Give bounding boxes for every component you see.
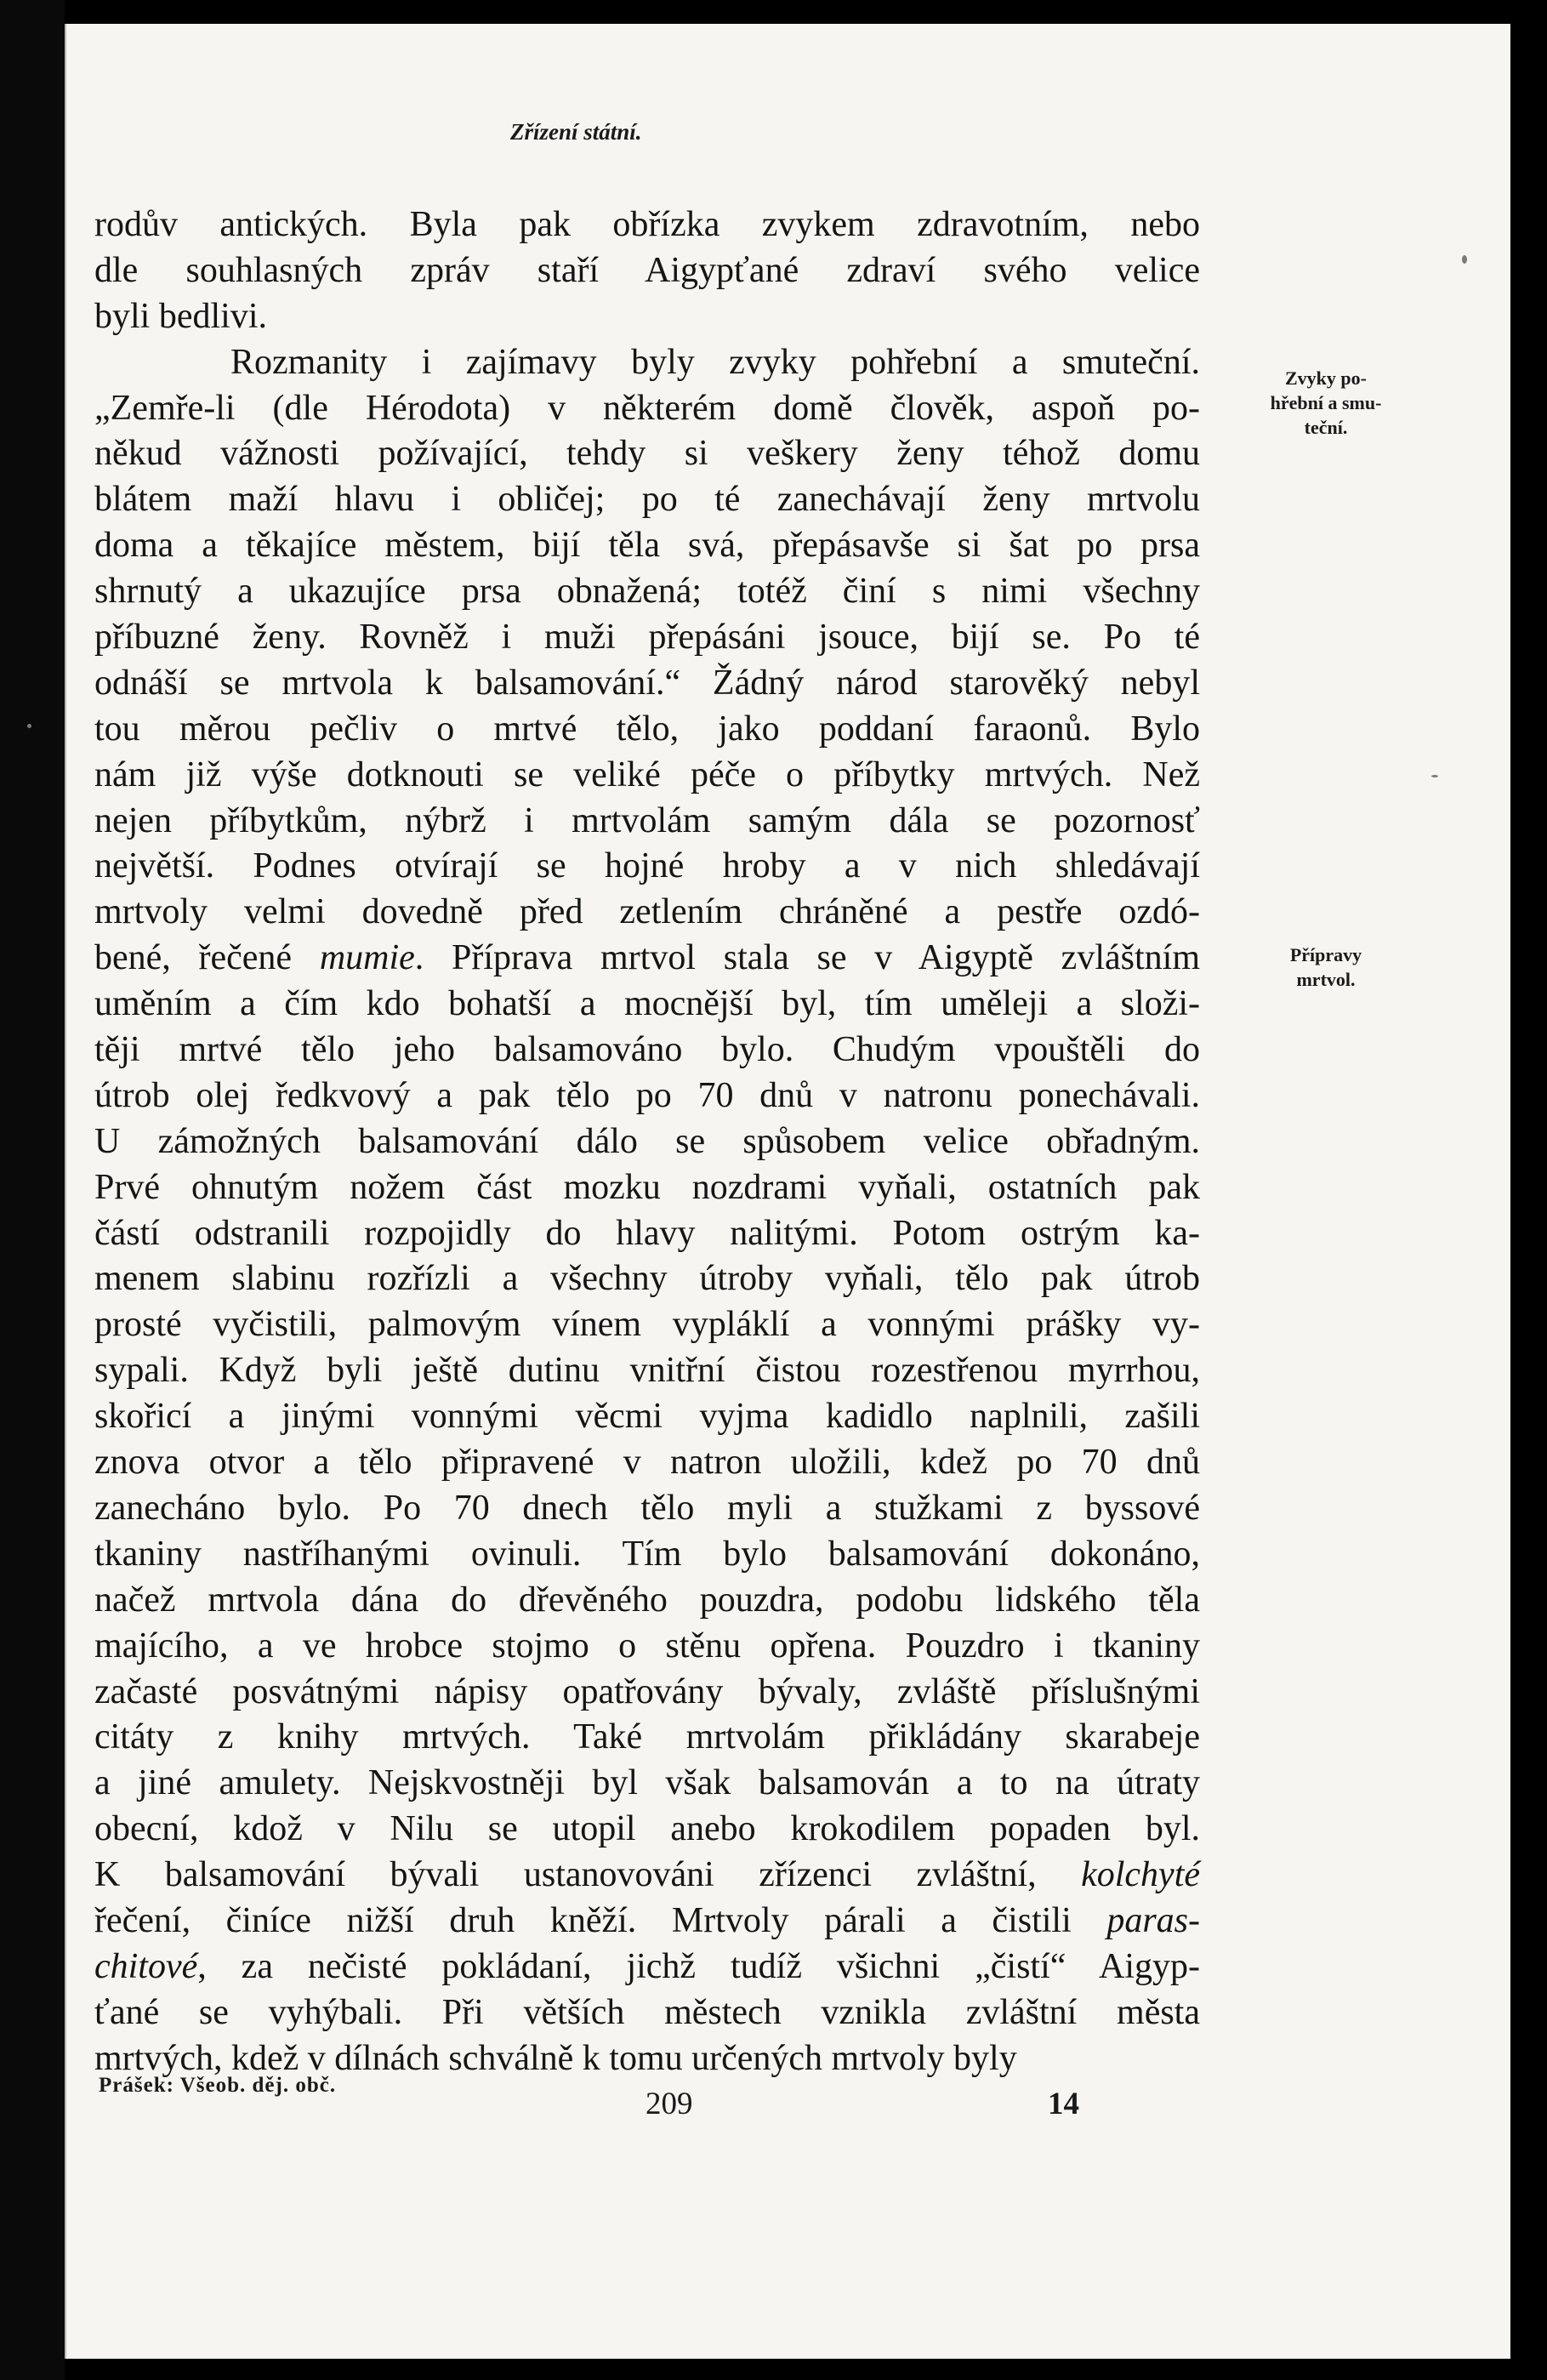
body-text xyxy=(94,202,1200,2082)
text-line: mrtvých, kdež v dílnách schválně k tomu určených mrtvoly byly xyxy=(94,2038,1017,2078)
text-line: majícího, a ve hrobce stojmo o stěnu opřena. Pouzdro i tkaniny xyxy=(94,1626,1200,1665)
text-line: někud vážnosti požívající, tehdy si veškery ženy téhož domu xyxy=(94,434,1200,474)
margin-note-mummy-prep xyxy=(1241,942,1411,992)
text-line: skořicí a jinými vonnými věcmi vyjma kadidlo naplnili, zašili xyxy=(94,1397,1200,1437)
scan-border-left xyxy=(0,0,65,2380)
text-line: citáty z knihy mrtvých. Také mrtvolám přikládány skarabeje xyxy=(94,1717,1200,1757)
margin-note-line: mrtvol. xyxy=(1296,969,1356,990)
page-edge xyxy=(65,24,66,2359)
text-line: chitové, za nečisté pokládaní, jichž tudíž všichni „čistí“ Aigyp- xyxy=(94,1946,1200,1986)
margin-note-line: teční. xyxy=(1304,417,1348,438)
text-line: Prvé ohnutým nožem část mozku nozdrami vyňali, ostatních pak xyxy=(94,1167,1200,1207)
text-line: menem slabinu rozřízli a všechny útroby vyňali, tělo pak útrob xyxy=(94,1259,1200,1299)
text-line: shrnutý a ukazujíce prsa obnažená; totéž činí s nimi všechny xyxy=(94,572,1200,612)
text-line: začasté posvátnými nápisy opatřovány bývaly, zvláště příslušnými xyxy=(94,1671,1200,1711)
text-line: nám již výše dotknouti se veliké péče o příbytky mrtvých. Než xyxy=(94,754,1200,794)
running-head: Zřízení státní. xyxy=(510,119,642,145)
margin-note-line: Přípravy xyxy=(1289,944,1362,965)
text-line: sypali. Když byli ještě dutinu vnitřní čistou rozestřenou myrrhou, xyxy=(94,1351,1200,1391)
margin-note-funeral-customs xyxy=(1241,366,1411,440)
text-line: a jiné amulety. Nejskvostněji byl však balsamován a to na útraty xyxy=(94,1763,1200,1803)
margin-note-line: Zvyky po- xyxy=(1285,367,1367,389)
text-line: řečení, činíce nižší druh kněží. Mrtvoly párali a čistili paras- xyxy=(94,1900,1200,1940)
text-line: těji mrtvé tělo jeho balsamováno bylo. Chudým vpouštěli do xyxy=(94,1030,1200,1070)
text-line: obecní, kdož v Nilu se utopil anebo krokodilem popaden byl. xyxy=(94,1809,1200,1849)
text-line: znova otvor a tělo připravené v natron uložili, kdež po 70 dnů xyxy=(94,1443,1200,1483)
scan-speck xyxy=(27,724,31,728)
text-line: mrtvoly velmi dovedně před zetlením chráněné a pestře ozdó- xyxy=(94,892,1200,932)
page-number: 209 xyxy=(646,2087,693,2121)
scan-speck xyxy=(1462,255,1467,264)
text-line: rodův antických. Byla pak obřízka zvykem zdravotním, nebo xyxy=(94,205,1200,244)
text-line: nejen příbytkům, nýbrž i mrtvolám samým dála se pozornosť xyxy=(94,800,1200,840)
text-line: ťané se vyhýbali. Při větších městech vznikla zvláštní města xyxy=(94,1992,1200,2032)
text-line: Rozmanity i zajímavy byly zvyky pohřební a smuteční. xyxy=(230,342,1200,382)
signature-mark: 14 xyxy=(1048,2087,1079,2121)
text-line: doma a těkajíce městem, bijí těla svá, přepásavše si šat po prsa xyxy=(94,526,1200,566)
footer-author-title: Prášek: Všeob. děj. obč. xyxy=(99,2074,337,2097)
margin-note-line: hřební a smu- xyxy=(1270,392,1382,413)
text-line: byli bedlivi. xyxy=(94,296,267,336)
scan-speck xyxy=(1431,775,1438,777)
text-line: „Zemře-li (dle Hérodota) v některém domě člověk, aspoň po- xyxy=(94,388,1200,428)
text-line: odnáší se mrtvola k balsamování.“ Žádný národ starověký nebyl xyxy=(94,663,1200,703)
text-line: zanecháno bylo. Po 70 dnech tělo myli a stužkami z byssové xyxy=(94,1488,1200,1528)
text-line: příbuzné ženy. Rovněž i muži přepásáni jsouce, bijí se. Po té xyxy=(94,618,1200,658)
text-line: dle souhlasných zpráv staří Aigypťané zdraví svého velice xyxy=(94,250,1200,290)
text-line: největší. Podnes otvírají se hojné hroby a v nich shledávají xyxy=(94,846,1200,886)
text-line: U zámožných balsamování dálo se spůsobem velice obřadným. xyxy=(94,1121,1200,1161)
text-line: prosté vyčistili, palmovým vínem vypláklí a vonnými prášky vy- xyxy=(94,1305,1200,1345)
text-line: tkaniny nastříhanými ovinuli. Tím bylo balsamování dokonáno, xyxy=(94,1534,1200,1574)
text-line: načež mrtvola dána do dřevěného pouzdra, podobu lidského těla xyxy=(94,1580,1200,1620)
text-line: blátem maží hlavu i obličej; po té zanechávají ženy mrtvolu xyxy=(94,480,1200,520)
text-line: K balsamování bývali ustanovováni zřízenci zvláštní, kolchyté xyxy=(94,1855,1200,1895)
text-line: uměním a čím kdo bohatší a mocnější byl, tím uměleji a složi- xyxy=(94,984,1200,1024)
text-line: částí odstranili rozpojidly do hlavy nalitými. Potom ostrým ka- xyxy=(94,1213,1200,1253)
text-line: útrob olej ředkvový a pak tělo po 70 dnů v natronu ponechávali. xyxy=(94,1075,1200,1115)
text-line: bené, řečené mumie. Příprava mrtvol stala se v Aigyptě zvláštním xyxy=(94,938,1200,978)
text-line: tou měrou pečliv o mrtvé tělo, jako poddaní faraonů. Bylo xyxy=(94,709,1200,749)
